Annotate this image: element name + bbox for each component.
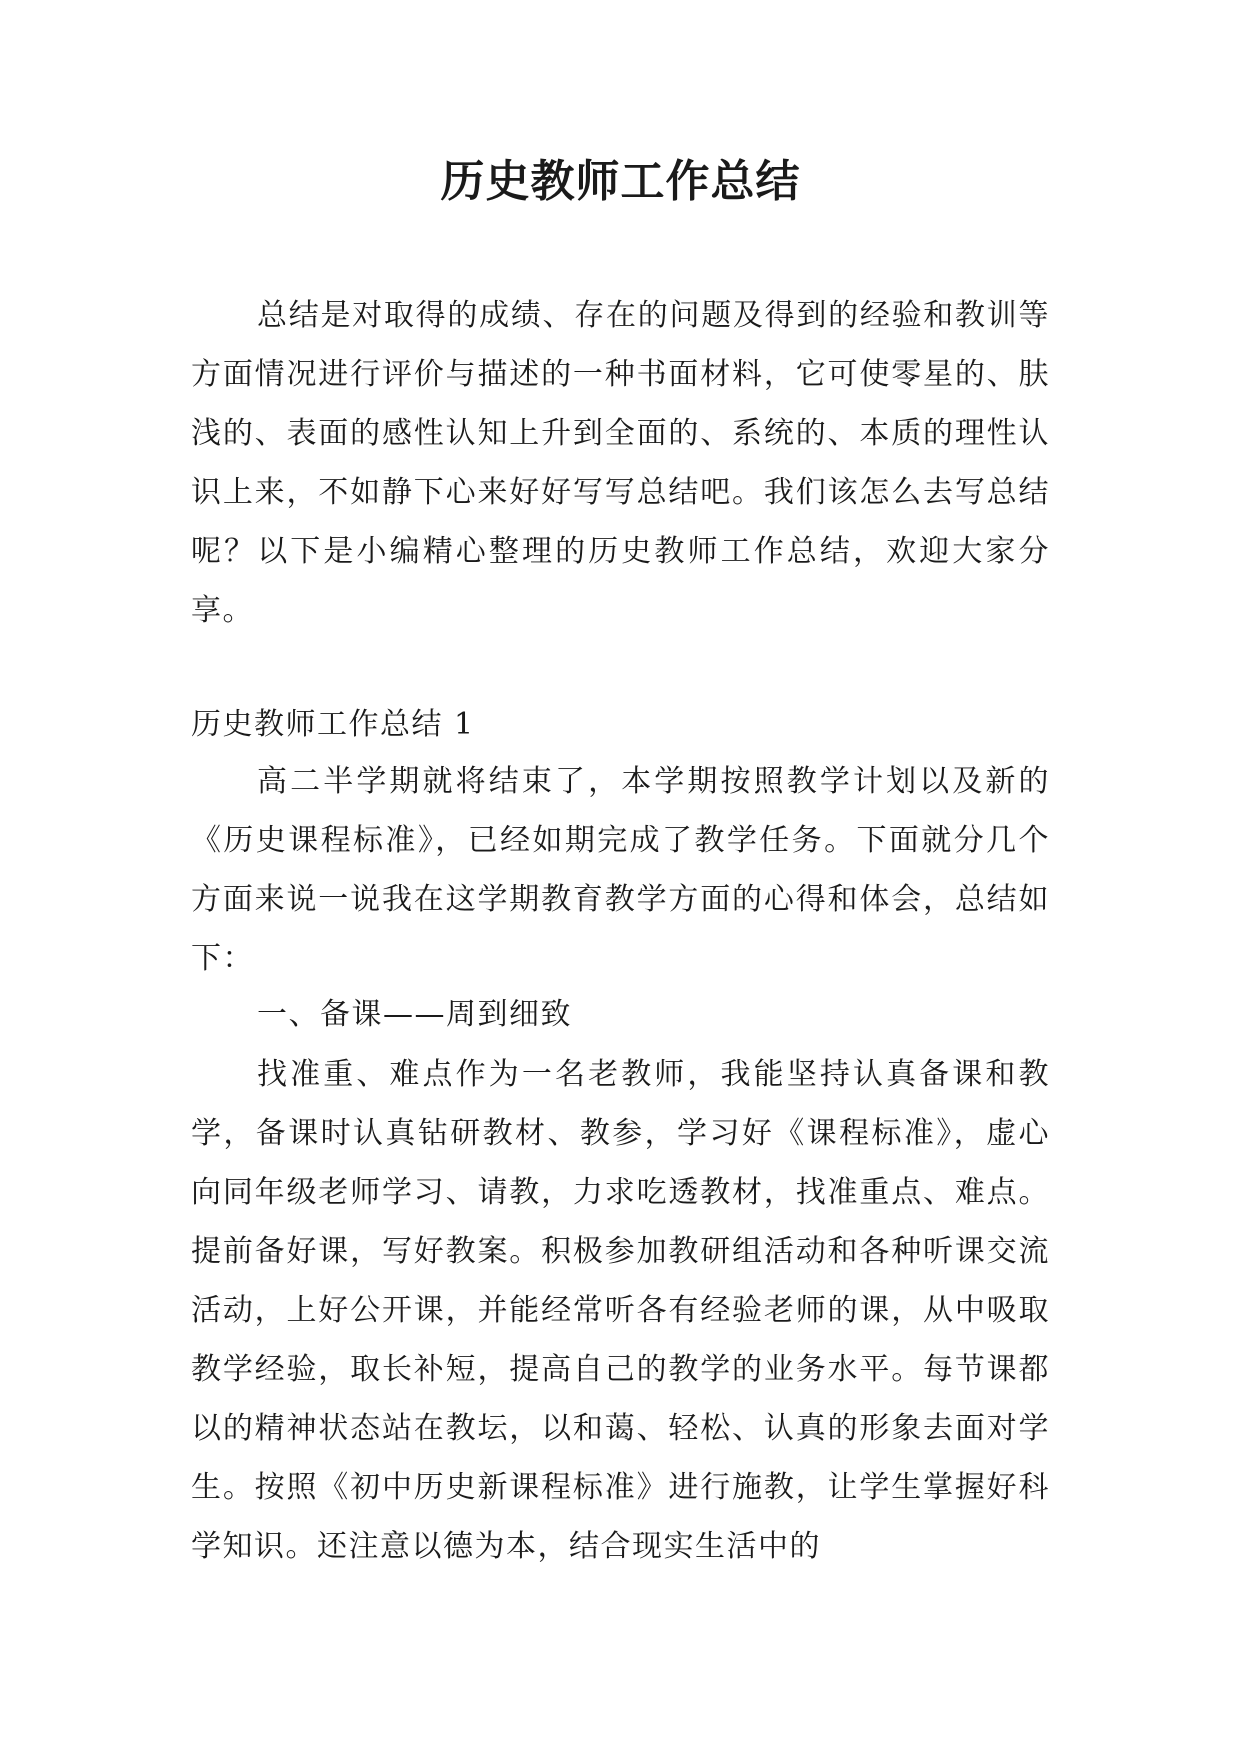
document-title: 历史教师工作总结 [440,156,801,207]
section-heading: 历史教师工作总结 1 [191,707,475,742]
subheading-prep: 一、备课——周到细致 [257,997,572,1032]
intro-paragraph: 总结是对取得的成绩、存在的问题及得到的经验和教训等方面情况进行评价与描述的一种书面材料，它可使零星的、肤浅的、表面的感性认知上升到全面的、系统的、本质的理性认识上来，不如静下心来好好写写总结吧。我们该怎么去写总结呢？以下是小编精心整理的历史教师工作总结，欢迎大家分享。 [191,298,1050,628]
body-paragraph-2: 找准重、难点作为一名老教师，我能坚持认真备课和教学，备课时认真钻研教材、教参，学习好《课程标准》，虚心向同年级老师学习、请教，力求吃透教材，找准重点、难点。提前备好课，写好教案。积极参加教研组活动和各种听课交流活动，上好公开课，并能经常听各有经验老师的课，从中吸取教学经验，取长补短，提高自己的教学的业务水平。每节课都以的精神状态站在教坛，以和蔼、轻松、认真的形象去面对学生。按照《初中历史新课程标准》进行施教，让学生掌握好科学知识。还注意以德为本，结合现实生活中的 [191,1057,1050,1564]
body-paragraph-1: 高二半学期就将结束了，本学期按照教学计划以及新的《历史课程标准》，已经如期完成了教学任务。下面就分几个方面来说一说我在这学期教育教学方面的心得和体会，总结如下： [191,764,1050,976]
